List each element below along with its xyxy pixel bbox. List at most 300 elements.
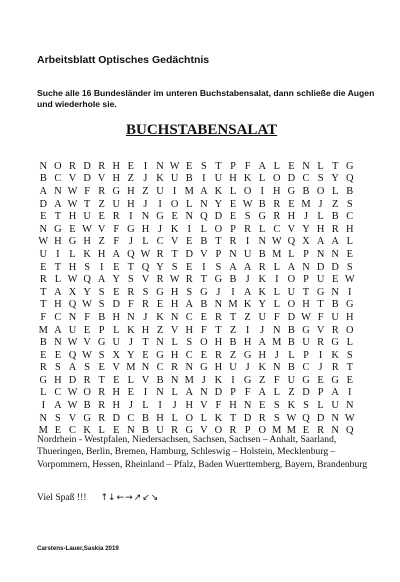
grid-letter: B xyxy=(141,425,149,437)
grid-letter: M xyxy=(184,374,194,386)
grid-letter: I xyxy=(158,198,162,210)
grid-letter: V xyxy=(316,324,325,336)
grid-letter: P xyxy=(215,248,222,260)
grid-letter: K xyxy=(258,274,266,286)
up-right-arrow-icon: ↗ xyxy=(133,492,142,503)
grid-letter: L xyxy=(200,223,207,235)
grid-row xyxy=(36,273,357,286)
grid-row xyxy=(36,412,357,425)
grid-letter: I xyxy=(143,387,148,399)
grid-letter: U xyxy=(287,286,296,298)
grid-letter: C xyxy=(185,311,193,323)
grid-letter: A xyxy=(39,185,48,197)
grid-letter: J xyxy=(260,324,265,336)
grid-letter: H xyxy=(302,299,310,311)
grid-letter: H xyxy=(316,223,325,235)
grid-letter: F xyxy=(244,387,251,399)
grid-row xyxy=(36,210,357,223)
grid-letter: T xyxy=(54,211,62,223)
grid-letter: W xyxy=(82,299,92,311)
grid-letter: G xyxy=(200,362,208,374)
grid-row xyxy=(36,311,357,324)
grid-letter: O xyxy=(287,274,296,286)
grid-letter: L xyxy=(127,374,135,386)
grid-letter: J xyxy=(172,400,177,412)
grid-letter: H xyxy=(170,286,179,298)
grid-letter: D xyxy=(214,387,223,399)
grid-letter: C xyxy=(273,223,281,235)
grid-letter: A xyxy=(54,400,62,412)
grid-letter: F xyxy=(84,185,90,197)
grid-letter: B xyxy=(331,211,339,223)
grid-letter: H xyxy=(185,400,193,412)
grid-letter: N xyxy=(331,425,339,437)
grid-letter: P xyxy=(230,387,236,399)
grid-letter: X xyxy=(302,236,310,248)
grid-letter: M xyxy=(228,299,238,311)
grid-letter: E xyxy=(40,261,47,273)
grid-letter: I xyxy=(99,261,104,273)
grid-letter: F xyxy=(40,311,47,323)
grid-letter: E xyxy=(186,160,193,172)
grid-row xyxy=(36,349,357,362)
grid-letter: L xyxy=(259,173,266,185)
grid-letter: A xyxy=(112,248,121,260)
grid-letter: E xyxy=(317,374,324,386)
grid-letter: K xyxy=(331,349,339,361)
grid-letter: S xyxy=(84,261,90,273)
grid-letter: M xyxy=(126,362,136,374)
grid-letter: G xyxy=(127,223,135,235)
grid-row xyxy=(36,236,357,249)
grid-letter: B xyxy=(287,324,295,336)
grid-letter: A xyxy=(331,236,339,248)
grid-letter: R xyxy=(214,311,222,323)
grid-letter: I xyxy=(172,185,177,197)
grid-letter: W xyxy=(67,337,78,349)
grid-letter: T xyxy=(317,299,324,311)
grid-letter: L xyxy=(273,299,280,311)
grid-letter: N xyxy=(68,311,77,323)
grid-letter: K xyxy=(83,248,91,260)
grid-letter: H xyxy=(112,311,121,323)
grid-letter: U xyxy=(243,248,252,260)
grid-letter: U xyxy=(83,211,91,223)
grid-letter: K xyxy=(214,185,223,197)
grid-row xyxy=(36,299,357,312)
grid-letter: T xyxy=(142,337,149,349)
grid-letter: H xyxy=(141,223,150,235)
grid-letter: H xyxy=(141,324,150,336)
grid-letter: T xyxy=(54,261,62,273)
grid-letter: B xyxy=(346,185,354,197)
grid-letter: B xyxy=(185,173,193,185)
grid-letter: N xyxy=(141,362,150,374)
grid-letter: G xyxy=(331,374,339,386)
grid-letter: E xyxy=(346,248,353,260)
grid-letter: B xyxy=(258,248,266,260)
grid-letter: G xyxy=(156,286,164,298)
grid-letter: H xyxy=(185,324,193,336)
grid-letter: Q xyxy=(68,299,77,311)
grid-letter: X xyxy=(112,349,121,361)
down-left-arrow-icon: ↙ xyxy=(142,492,150,503)
grid-letter: N xyxy=(302,261,310,273)
grid-letter: B xyxy=(39,173,47,185)
grid-letter: N xyxy=(331,286,339,298)
grid-letter: Z xyxy=(142,185,149,197)
grid-letter: S xyxy=(127,274,134,286)
grid-letter: E xyxy=(142,349,149,361)
grid-letter: N xyxy=(346,400,354,412)
grid-letter: Z xyxy=(259,374,266,386)
grid-letter: Q xyxy=(346,425,354,437)
grid-letter: S xyxy=(98,286,105,298)
grid-letter: D xyxy=(83,160,91,172)
grid-letter: Y xyxy=(156,261,164,273)
grid-letter: L xyxy=(186,198,193,210)
grid-letter: H xyxy=(243,337,252,349)
grid-letter: U xyxy=(287,374,296,386)
grid-letter: N xyxy=(229,248,237,260)
grid-letter: E xyxy=(113,425,120,437)
grid-letter: O xyxy=(170,198,179,210)
grid-letter: E xyxy=(156,299,164,311)
grid-letter: B xyxy=(156,374,164,386)
grid-letter: N xyxy=(185,362,193,374)
grid-letter: G xyxy=(214,274,223,286)
grid-letter: A xyxy=(54,286,62,298)
grid-letter: I xyxy=(231,374,235,386)
grid-letter: N xyxy=(156,160,164,172)
grid-letter: R xyxy=(98,160,106,172)
grid-letter: I xyxy=(348,387,352,399)
grid-letter: R xyxy=(331,362,339,374)
grid-letter: D xyxy=(302,387,310,399)
grid-letter: G xyxy=(97,337,106,349)
grid-letter: W xyxy=(67,185,78,197)
grid-letter: U xyxy=(331,400,339,412)
grid-letter: I xyxy=(143,160,148,172)
grid-letter: M xyxy=(286,425,297,437)
grid-letter: U xyxy=(156,185,164,197)
grid-letter: J xyxy=(143,311,148,323)
grid-letter: R xyxy=(98,400,106,412)
grid-letter: J xyxy=(201,374,206,386)
grid-letter: S xyxy=(346,261,353,273)
grid-row xyxy=(36,387,357,400)
grid-letter: P xyxy=(98,324,105,336)
grid-letter: M xyxy=(272,248,282,260)
grid-letter: C xyxy=(54,311,62,323)
grid-letter: E xyxy=(346,374,353,386)
grid-letter: S xyxy=(346,198,353,210)
grid-letter: L xyxy=(346,236,353,248)
grid-row xyxy=(36,185,357,198)
grid-letter: B xyxy=(200,299,208,311)
instruction-text: Suche alle 16 Bundesländer im unteren Buchstabensalat, dann schließe die Augen und wiederhole sie. xyxy=(37,88,375,109)
grid-letter: F xyxy=(84,311,90,323)
grid-letter: H xyxy=(170,299,179,311)
grid-letter: G xyxy=(258,211,266,223)
grid-row xyxy=(36,336,357,349)
grid-letter: W xyxy=(242,198,253,210)
grid-letter: C xyxy=(302,173,310,185)
grid-letter: Z xyxy=(127,173,135,185)
grid-letter: O xyxy=(200,337,208,349)
grid-letter: G xyxy=(346,299,354,311)
grid-letter: H xyxy=(54,374,62,386)
grid-letter: R xyxy=(317,337,325,349)
grid-letter: R xyxy=(317,425,325,437)
grid-letter: J xyxy=(245,274,250,286)
grid-letter: B xyxy=(98,311,106,323)
grid-letter: K xyxy=(243,299,252,311)
grid-letter: T xyxy=(229,412,237,424)
grid-letter: J xyxy=(303,211,308,223)
grid-letter: R xyxy=(156,248,164,260)
grid-letter: Q xyxy=(68,349,77,361)
grid-letter: L xyxy=(171,337,178,349)
grid-row xyxy=(36,173,357,186)
grid-letter: S xyxy=(244,211,251,223)
grid-letter: R xyxy=(83,374,91,386)
grid-letter: R xyxy=(273,211,281,223)
grid-letter: R xyxy=(214,349,222,361)
grid-letter: T xyxy=(331,160,339,172)
puzzle-title: BUCHSTABENSALAT xyxy=(126,122,278,138)
grid-letter: M xyxy=(272,337,282,349)
grid-letter: I xyxy=(41,400,46,412)
grid-letter: N xyxy=(170,311,179,323)
grid-letter: N xyxy=(185,211,193,223)
grid-letter: K xyxy=(156,311,164,323)
grid-letter: V xyxy=(112,362,121,374)
grid-letter: W xyxy=(169,274,180,286)
grid-letter: L xyxy=(273,160,280,172)
grid-letter: L xyxy=(54,274,62,286)
grid-letter: F xyxy=(113,223,120,235)
grid-letter: L xyxy=(113,324,120,336)
grid-letter: V xyxy=(97,223,106,235)
grid-letter: N xyxy=(54,185,62,197)
grid-letter: W xyxy=(271,236,282,248)
grid-letter: U xyxy=(68,324,77,336)
left-arrow-icon: ← xyxy=(116,492,125,503)
grid-letter: T xyxy=(215,160,222,172)
grid-letter: L xyxy=(273,261,280,273)
grid-letter: I xyxy=(187,223,191,235)
grid-letter: H xyxy=(273,185,281,197)
grid-letter: Z xyxy=(156,324,164,336)
grid-letter: N xyxy=(200,198,208,210)
grid-letter: G xyxy=(39,374,48,386)
grid-letter: H xyxy=(214,337,223,349)
grid-letter: W xyxy=(67,400,78,412)
grid-letter: D xyxy=(39,198,48,210)
grid-row xyxy=(36,374,357,387)
grid-letter: K xyxy=(170,223,179,235)
grid-letter: R xyxy=(273,198,281,210)
grid-letter: S xyxy=(55,412,61,424)
grid-row xyxy=(36,399,357,412)
grid-letter: H xyxy=(54,299,62,311)
grid-letter: M xyxy=(38,425,48,437)
grid-letter: G xyxy=(68,236,77,248)
grid-letter: Y xyxy=(214,198,223,210)
grid-row xyxy=(36,248,357,261)
grid-letter: N xyxy=(127,311,135,323)
grid-letter: Z xyxy=(98,236,105,248)
grid-letter: L xyxy=(317,211,324,223)
grid-row xyxy=(36,223,357,236)
grid-letter: Y xyxy=(127,349,135,361)
grid-letter: L xyxy=(69,248,76,260)
grid-letter: A xyxy=(54,198,62,210)
direction-arrows xyxy=(101,493,159,503)
grid-letter: T xyxy=(83,198,91,210)
grid-letter: I xyxy=(231,286,235,298)
grid-letter: D xyxy=(112,299,121,311)
grid-letter: I xyxy=(245,236,250,248)
grid-letter: R xyxy=(258,412,266,424)
grid-letter: K xyxy=(127,324,135,336)
grid-letter: U xyxy=(112,198,121,210)
grid-letter: E xyxy=(69,223,76,235)
grid-letter: N xyxy=(54,337,62,349)
grid-letter: R xyxy=(112,211,120,223)
grid-letter: K xyxy=(156,173,164,185)
grid-letter: P xyxy=(230,160,236,172)
grid-letter: F xyxy=(113,236,120,248)
grid-letter: E xyxy=(54,425,62,437)
grid-letter: E xyxy=(331,274,339,286)
grid-letter: C xyxy=(302,362,310,374)
grid-letter: W xyxy=(286,412,297,424)
grid-letter: O xyxy=(287,299,296,311)
grid-letter: B xyxy=(287,362,295,374)
grid-letter: H xyxy=(156,412,164,424)
grid-letter: J xyxy=(274,349,279,361)
grid-letter: I xyxy=(129,211,133,223)
grid-letter: A xyxy=(331,387,339,399)
grid-letter: A xyxy=(185,299,193,311)
grid-letter: W xyxy=(301,311,311,323)
grid-letter: D xyxy=(287,311,296,323)
grid-letter: N xyxy=(302,160,310,172)
grid-letter: R xyxy=(39,274,47,286)
grid-letter: W xyxy=(344,412,355,424)
grid-letter: B xyxy=(39,337,47,349)
grid-letter: S xyxy=(186,286,193,298)
grid-letter: E xyxy=(40,349,47,361)
grid-letter: S xyxy=(273,400,280,412)
grid-letter: L xyxy=(98,425,105,437)
grid-letter: A xyxy=(258,387,266,399)
grid-letter: D xyxy=(316,412,325,424)
grid-letter: S xyxy=(200,160,207,172)
grid-letter: L xyxy=(317,160,324,172)
grid-letter: L xyxy=(259,223,266,235)
grid-letter: F xyxy=(273,311,280,323)
grid-letter: F xyxy=(244,160,251,172)
grid-letter: A xyxy=(287,261,296,273)
grid-letter: A xyxy=(185,387,193,399)
grid-letter: Z xyxy=(229,349,237,361)
grid-letter: B xyxy=(258,198,266,210)
grid-letter: R xyxy=(229,236,237,248)
grid-letter: E xyxy=(229,198,237,210)
grid-letter: L xyxy=(331,185,339,197)
grid-letter: R xyxy=(331,324,339,336)
grid-letter: J xyxy=(158,223,163,235)
grid-letter: C xyxy=(69,425,76,437)
grid-letter: C xyxy=(127,412,135,424)
grid-letter: U xyxy=(112,337,121,349)
grid-letter: U xyxy=(229,362,237,374)
grid-letter: D xyxy=(185,248,193,260)
grid-letter: V xyxy=(170,324,179,336)
grid-letter: O xyxy=(83,387,91,399)
grid-letter: G xyxy=(112,185,121,197)
grid-letter: N xyxy=(200,387,208,399)
grid-letter: A xyxy=(316,236,325,248)
grid-letter: E xyxy=(288,198,295,210)
grid-letter: C xyxy=(54,173,62,185)
grid-letter: B xyxy=(287,337,295,349)
grid-letter: E xyxy=(98,362,105,374)
grid-letter: H xyxy=(97,248,106,260)
grid-letter: R xyxy=(331,223,339,235)
grid-letter: M xyxy=(184,185,194,197)
grid-letter: O xyxy=(214,223,223,235)
grid-row xyxy=(36,362,357,375)
grid-letter: Q xyxy=(302,412,310,424)
grid-letter: G xyxy=(200,286,208,298)
grid-letter: J xyxy=(128,337,133,349)
grid-letter: G xyxy=(302,374,310,386)
grid-letter: E xyxy=(113,261,120,273)
grid-letter: Y xyxy=(258,299,266,311)
grid-letter: N xyxy=(39,223,48,235)
grid-letter: R xyxy=(156,274,164,286)
grid-letter: B xyxy=(302,185,310,197)
grid-letter: E xyxy=(40,211,47,223)
grid-letter: J xyxy=(318,362,323,374)
grid-letter: E xyxy=(302,425,310,437)
grid-letter: V xyxy=(200,400,208,412)
grid-letter: O xyxy=(346,324,354,336)
grid-letter: V xyxy=(97,173,106,185)
grid-letter: L xyxy=(142,236,149,248)
grid-letter: M xyxy=(38,324,48,336)
grid-row xyxy=(36,324,357,337)
grid-letter: Y xyxy=(112,274,121,286)
grid-letter: P xyxy=(244,425,251,437)
grid-letter: T xyxy=(40,299,47,311)
grid-letter: W xyxy=(169,160,180,172)
grid-letter: U xyxy=(331,311,339,323)
grid-row xyxy=(36,261,357,274)
grid-letter: I xyxy=(318,349,323,361)
grid-letter: S xyxy=(273,412,280,424)
grid-letter: V xyxy=(141,274,150,286)
grid-letter: K xyxy=(243,173,252,185)
grid-letter: L xyxy=(40,387,47,399)
grid-letter: E xyxy=(259,400,266,412)
grid-letter: R xyxy=(185,274,193,286)
grid-letter: R xyxy=(258,261,266,273)
